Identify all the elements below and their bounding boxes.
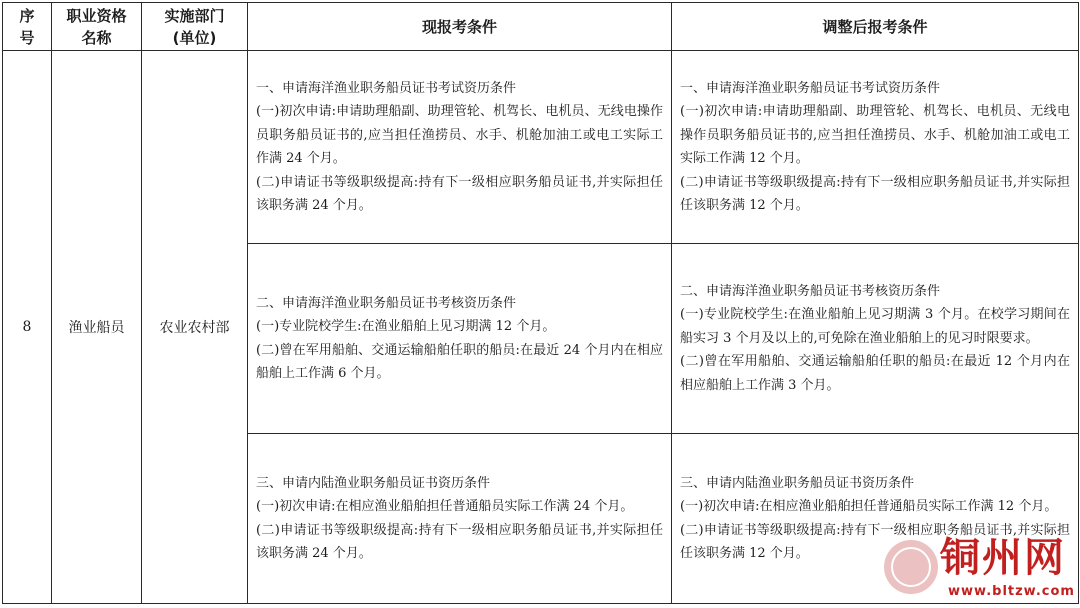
section-title: 三、申请内陆渔业职务船员证书资历条件	[680, 475, 915, 491]
header-adjusted: 调整后报考条件	[672, 3, 1079, 51]
condition-item: (一)专业院校学生:在渔业船舶上见习期满 3 个月。在校学习期间在船实习 3 个月及以上的,可免除在渔业船舶上的见习时限要求。	[680, 307, 1070, 346]
section-title: 一、申请海洋渔业职务船员证书考试资历条件	[680, 80, 941, 96]
current-condition-2	[248, 244, 672, 434]
adjusted-condition-1	[672, 51, 1079, 244]
header-name: 职业资格 名称	[52, 3, 142, 51]
condition-item: (一)专业院校学生:在渔业船舶上见习期满 12 个月。	[256, 319, 556, 334]
condition-item: (一)初次申请:申请助理船副、助理管轮、机驾长、电机员、无线电操作员职务船员证书的,应当担任渔捞员、水手、机舱加油工或电工实际工作满 12 个月。	[680, 104, 1070, 166]
watermark-url: www.bltzw.com	[948, 584, 1075, 599]
adjusted-condition-2	[672, 244, 1079, 434]
section-title: 三、申请内陆渔业职务船员证书资历条件	[256, 475, 491, 491]
condition-item: (一)初次申请:申请助理船副、助理管轮、机驾长、电机员、无线电操作员职务船员证书的,应当担任渔捞员、水手、机舱加油工或电工实际工作满 24 个月。	[256, 104, 663, 166]
condition-item: (二)申请证书等级职级提高:持有下一级相应职务船员证书,并实际担任该职务满 12 个月。	[680, 522, 1070, 561]
condition-item: (一)初次申请:在相应渔业船舶担任普通船员实际工作满 12 个月。	[680, 499, 1058, 514]
condition-item: (二)曾在军用船舶、交通运输船舶任职的船员:在最近 24 个月内在相应船舶上工作满 6 个月。	[256, 342, 663, 381]
cell-seq: 8	[3, 51, 52, 604]
condition-item: (二)申请证书等级职级提高:持有下一级相应职务船员证书,并实际担任该职务满 24 个月。	[256, 522, 663, 561]
current-condition-3	[248, 434, 672, 604]
header-current: 现报考条件	[248, 3, 672, 51]
section-title: 一、申请海洋渔业职务船员证书考试资历条件	[256, 80, 517, 96]
site-watermark	[878, 532, 1078, 608]
header-dept: 实施部门 (单位)	[142, 3, 248, 51]
table-row	[3, 51, 1079, 244]
section-title: 二、申请海洋渔业职务船员证书考核资历条件	[680, 283, 941, 299]
header-seq: 序 号	[3, 3, 52, 51]
current-condition-1	[248, 51, 672, 244]
table-header-row	[3, 3, 1079, 51]
section-title: 二、申请海洋渔业职务船员证书考核资历条件	[256, 295, 517, 311]
cell-dept: 农业农村部	[142, 51, 248, 604]
condition-item: (一)初次申请:在相应渔业船舶担任普通船员实际工作满 24 个月。	[256, 499, 634, 514]
cell-name: 渔业船员	[52, 51, 142, 604]
seal-icon	[884, 540, 938, 594]
condition-item: (二)曾在军用船舶、交通运输船舶任职的船员:在最近 12 个月内在相应船舶上工作满 3 个月。	[680, 354, 1070, 393]
watermark-text: 铜州网	[940, 534, 1066, 581]
condition-item: (二)申请证书等级职级提高:持有下一级相应职务船员证书,并实际担任该职务满 12 个月。	[680, 174, 1070, 213]
condition-item: (二)申请证书等级职级提高:持有下一级相应职务船员证书,并实际担任该职务满 24 个月。	[256, 174, 663, 213]
qualification-table	[2, 2, 1079, 604]
